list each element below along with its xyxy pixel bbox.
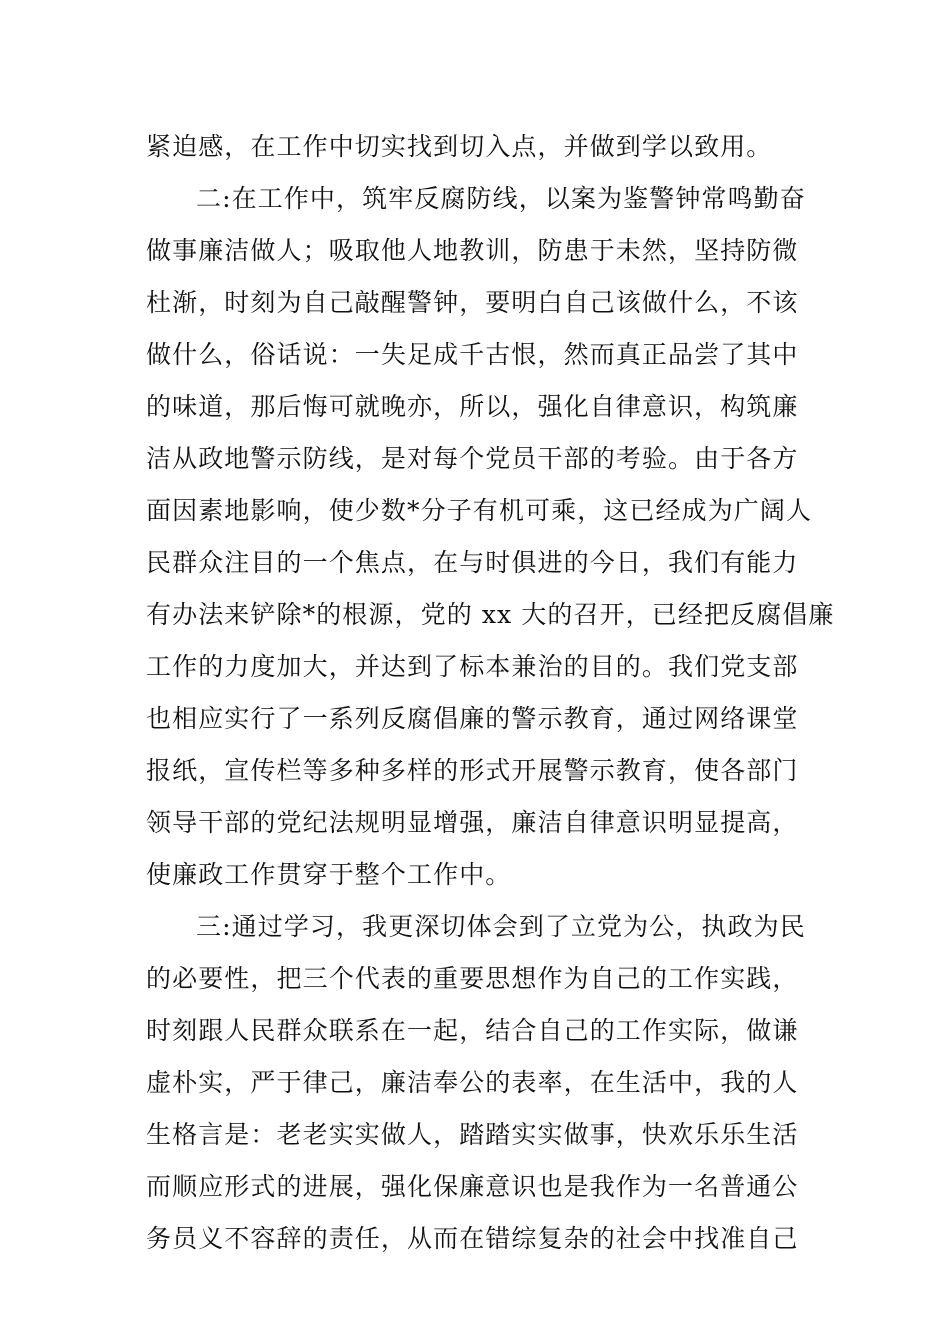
text-line: 紧迫感，在工作中切实找到切入点，并做到学以致用。: [146, 132, 773, 161]
text-line: 民群众注目的一个焦点，在与时俱进的今日，我们有能力: [146, 548, 799, 577]
text-line: 的味道，那后悔可就晚亦，所以，强化自律意识，构筑廉: [146, 392, 799, 421]
paragraph-start-line: 二:在工作中，筑牢反腐防线，以案为鉴警钟常鸣勤奋: [196, 184, 806, 213]
text-line: 而顺应形式的进展，强化保廉意识也是我作为一名普通公: [146, 1172, 799, 1201]
text-line: 务员义不容辞的责任，从而在错综复杂的社会中找准自己: [146, 1224, 799, 1253]
text-line: 虚朴实，严于律己，廉洁奉公的表率，在生活中，我的人: [146, 1068, 799, 1097]
text-line: 工作的力度加大，并达到了标本兼治的目的。我们党支部: [146, 652, 799, 681]
text-line: 做事廉洁做人；吸取他人地教训，防患于未然，坚持防微: [146, 236, 799, 265]
text-line: 做什么，俗话说：一失足成千古恨，然而真正品尝了其中: [146, 340, 799, 369]
text-line: 生格言是：老老实实做人，踏踏实实做事，快欢乐乐生活: [146, 1120, 799, 1149]
text-line: 也相应实行了一系列反腐倡廉的警示教育，通过网络课堂: [146, 704, 799, 733]
text-line: 有办法来铲除*的根源，党的 xx 大的召开，已经把反腐倡廉: [146, 600, 835, 629]
text-line: 时刻跟人民群众联系在一起，结合自己的工作实际，做谦: [146, 1016, 799, 1045]
text-line: 面因素地影响，使少数*分子有机可乘，这已经成为广阔人: [146, 496, 813, 525]
text-line: 洁从政地警示防线，是对每个党员干部的考验。由于各方: [146, 444, 799, 473]
paragraph-start-line: 三:通过学习，我更深切体会到了立党为公，执政为民: [196, 912, 806, 941]
text-line: 领导干部的党纪法规明显增强，廉洁自律意识明显提高，: [146, 808, 799, 837]
text-line: 使廉政工作贯穿于整个工作中。: [146, 860, 512, 889]
body-text: [146, 121, 835, 1265]
text-line: 报纸，宣传栏等多种多样的形式开展警示教育，使各部门: [146, 756, 799, 785]
text-line: 的必要性，把三个代表的重要思想作为自己的工作实践，: [146, 964, 799, 993]
text-line: 杜渐，时刻为自己敲醒警钟，要明白自己该做什么，不该: [146, 288, 799, 317]
